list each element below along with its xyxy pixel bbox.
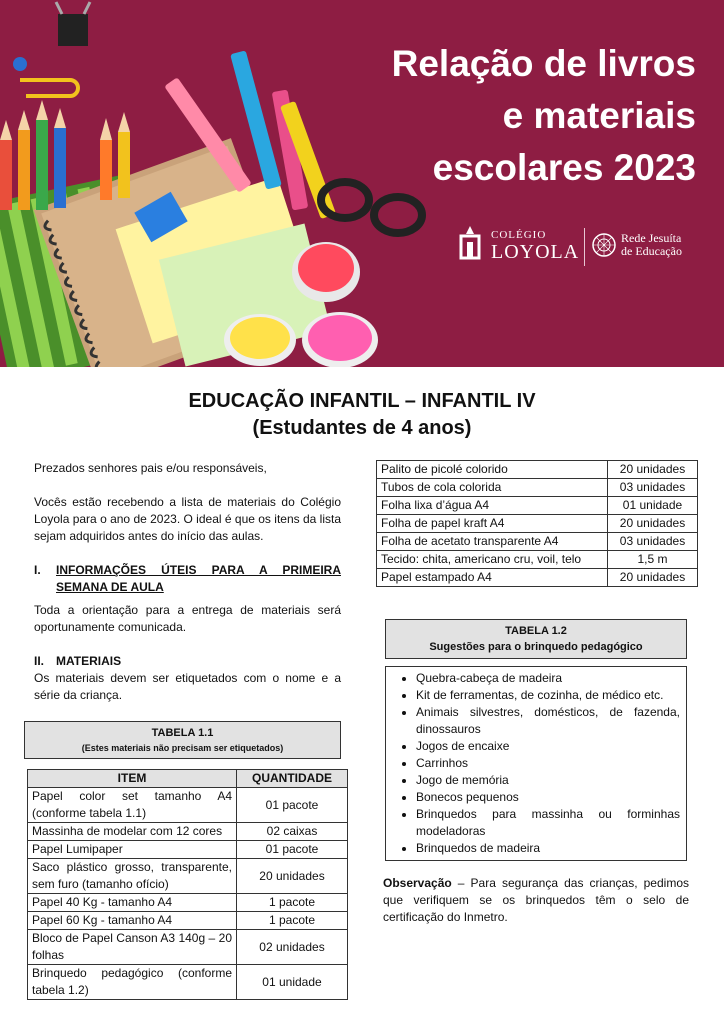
rede-line: de Educação bbox=[621, 244, 682, 258]
list-item: • Animais silvestres, domésticos, de fazenda, dinossauros bbox=[416, 704, 680, 738]
logo-colegio-label: COLÉGIO bbox=[491, 229, 547, 241]
left-column bbox=[34, 460, 341, 1000]
item-cell: Folha lixa d’água A4 bbox=[377, 497, 608, 515]
quantity-cell: 20 unidades bbox=[608, 569, 698, 587]
quantity-cell: 01 unidade bbox=[608, 497, 698, 515]
table-row bbox=[377, 551, 698, 569]
title-line-2: (Estudantes de 4 anos) bbox=[252, 417, 472, 439]
table-header-row bbox=[28, 770, 348, 788]
title-line-1: EDUCAÇÃO INFANTIL – INFANTIL IV bbox=[188, 390, 536, 412]
item-cell: Papel estampado A4 bbox=[377, 569, 608, 587]
list-item: • Kit de ferramentas, de cozinha, de médico etc. bbox=[416, 687, 680, 704]
toy-suggestions-list bbox=[392, 670, 680, 857]
table-row bbox=[377, 533, 698, 551]
banner-title bbox=[336, 38, 696, 194]
greeting: Prezados senhores pais e/ou responsáveis, bbox=[34, 461, 267, 475]
materials-table-continued bbox=[376, 460, 698, 587]
list-item: • Jogos de encaixe bbox=[416, 738, 680, 755]
banner-title-line: e materiais bbox=[502, 95, 696, 136]
table-row bbox=[28, 859, 348, 894]
banner-title-line: Relação de livros bbox=[391, 43, 696, 84]
observation-label: Observação bbox=[383, 876, 452, 890]
table-row bbox=[377, 515, 698, 533]
item-cell: Folha de papel kraft A4 bbox=[377, 515, 608, 533]
table-row bbox=[28, 965, 348, 1000]
item-cell: Saco plástico grosso, transparente, sem furo (tamanho ofício) bbox=[28, 859, 237, 894]
quantity-cell: 03 unidades bbox=[608, 479, 698, 497]
toy-suggestions-box bbox=[385, 666, 687, 861]
section-1-heading bbox=[34, 562, 341, 596]
item-cell: Tecido: chita, americano cru, voil, telo bbox=[377, 551, 608, 569]
section-2-heading bbox=[34, 653, 341, 670]
section-title: MATERIAIS bbox=[56, 654, 122, 668]
item-cell: Brinquedo pedagógico (conforme tabela 1.2) bbox=[28, 965, 237, 1000]
list-item: • Carrinhos bbox=[416, 755, 680, 772]
caption-title: TABELA 1.1 bbox=[151, 727, 214, 739]
section-title: INFORMAÇÕES ÚTEIS PARA A PRIMEIRA SEMANA DE AULA bbox=[56, 563, 341, 594]
section-number: II. bbox=[34, 654, 45, 668]
banner-title-line: escolares 2023 bbox=[432, 147, 696, 188]
paper-clip bbox=[20, 80, 78, 96]
list-item: • Quebra-cabeça de madeira bbox=[416, 670, 680, 687]
header-banner bbox=[0, 0, 724, 367]
list-item: • Jogo de memória bbox=[416, 772, 680, 789]
section-2-text: Os materiais devem ser etiquetados com o nome e a série da criança. bbox=[34, 671, 341, 702]
table-1-1-caption bbox=[24, 721, 341, 759]
section-1-text: Toda a orientação para a entrega de materiais será oportunamente comunicada. bbox=[34, 603, 341, 634]
item-cell: Papel 60 Kg - tamanho A4 bbox=[28, 912, 237, 930]
caption-subtitle: Sugestões para o brinquedo pedagógico bbox=[429, 641, 643, 653]
materials-table-continued-body bbox=[377, 461, 698, 587]
item-cell: Massinha de modelar com 12 cores bbox=[28, 823, 237, 841]
quantity-cell: 01 pacote bbox=[237, 788, 348, 823]
colegio-loyola-logo-icon bbox=[455, 224, 485, 264]
item-cell: Papel color set tamanho A4 (conforme tabela 1.1) bbox=[28, 788, 237, 823]
rede-line: Rede Jesuíta bbox=[621, 231, 682, 245]
table-row bbox=[28, 894, 348, 912]
caption-subtitle: (Estes materiais não precisam ser etiquetados) bbox=[81, 743, 284, 753]
table-row bbox=[28, 841, 348, 859]
table-row bbox=[377, 479, 698, 497]
item-cell: Bloco de Papel Canson A3 140g – 20 folhas bbox=[28, 930, 237, 965]
table-row bbox=[377, 461, 698, 479]
logos bbox=[455, 222, 705, 272]
quantity-cell: 02 unidades bbox=[237, 930, 348, 965]
logo-rede-jesuita-label bbox=[621, 232, 682, 258]
quantity-cell: 01 unidade bbox=[237, 965, 348, 1000]
item-cell: Palito de picolé colorido bbox=[377, 461, 608, 479]
section-number: I. bbox=[34, 563, 41, 577]
push-pin bbox=[13, 57, 27, 71]
table-row bbox=[377, 569, 698, 587]
right-column bbox=[376, 460, 698, 926]
logo-divider bbox=[584, 228, 585, 266]
intro-paragraph: Vocês estão recebendo a lista de materiais do Colégio Loyola para o ano de 2023. O ideal é que os itens da lista sejam adquiridos antes do início das aulas. bbox=[34, 495, 341, 543]
quantity-cell: 03 unidades bbox=[608, 533, 698, 551]
logo-loyola-label: LOYOLA bbox=[491, 241, 580, 263]
list-item: • Brinquedos de madeira bbox=[416, 840, 680, 857]
caption-title: TABELA 1.2 bbox=[505, 625, 567, 637]
table-row bbox=[28, 788, 348, 823]
col-header-item: ITEM bbox=[28, 770, 237, 788]
quantity-cell: 20 unidades bbox=[237, 859, 348, 894]
item-cell: Folha de acetato transparente A4 bbox=[377, 533, 608, 551]
quantity-cell: 20 unidades bbox=[608, 515, 698, 533]
observation-note bbox=[383, 875, 689, 926]
quantity-cell: 20 unidades bbox=[608, 461, 698, 479]
col-header-quantity: QUANTIDADE bbox=[237, 770, 348, 788]
materials-table bbox=[27, 769, 348, 1000]
page-title bbox=[0, 388, 724, 442]
binder-clip bbox=[56, 2, 90, 46]
table-1-2-caption bbox=[385, 619, 687, 659]
list-item: • Bonecos pequenos bbox=[416, 789, 680, 806]
item-cell: Papel Lumipaper bbox=[28, 841, 237, 859]
table-row bbox=[28, 823, 348, 841]
quantity-cell: 1,5 m bbox=[608, 551, 698, 569]
quantity-cell: 01 pacote bbox=[237, 841, 348, 859]
list-item: • Brinquedos para massinha ou forminhas modeladoras bbox=[416, 806, 680, 840]
table-row bbox=[28, 912, 348, 930]
table-row bbox=[377, 497, 698, 515]
quantity-cell: 1 pacote bbox=[237, 894, 348, 912]
materials-table-body bbox=[28, 788, 348, 1000]
observation-text: – Para segurança das crianças, pedimos que verifiquem se os brinquedos têm o selo de certificação do Inmetro. bbox=[383, 876, 689, 924]
colored-pencils bbox=[0, 100, 130, 210]
rede-jesuita-seal-icon bbox=[591, 232, 617, 258]
quantity-cell: 1 pacote bbox=[237, 912, 348, 930]
quantity-cell: 02 caixas bbox=[237, 823, 348, 841]
item-cell: Papel 40 Kg - tamanho A4 bbox=[28, 894, 237, 912]
item-cell: Tubos de cola colorida bbox=[377, 479, 608, 497]
table-row bbox=[28, 930, 348, 965]
